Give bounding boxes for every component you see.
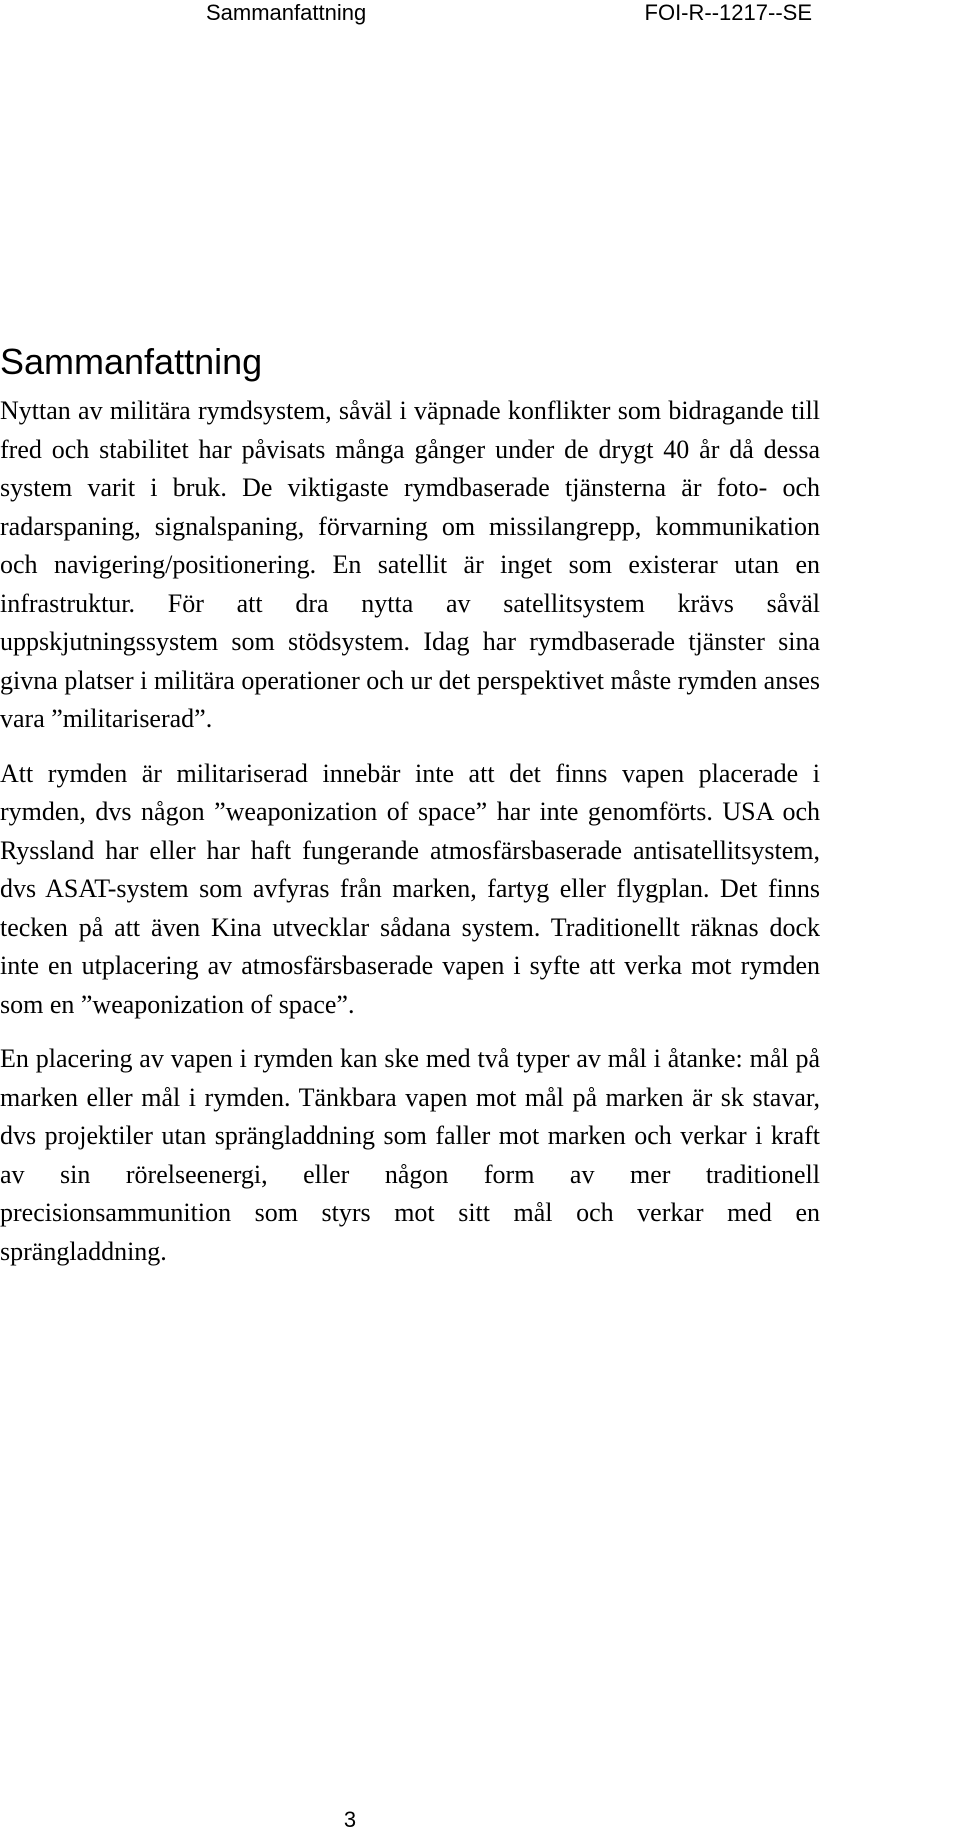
header-report-number: FOI-R--1217--SE <box>644 0 812 25</box>
section-heading: Sammanfattning <box>0 341 263 382</box>
paragraph-3: En placering av vapen i rymden kan ske med två typer av mål i åtanke: mål på marken eller mål i rymden. Tänkbara vapen mot mål på marken är sk stavar, dvs projektiler utan sprängladdning som faller mot marken och verkar i kraft av sin rörelseenergi, eller någon form av mer traditionell precisionsammunition som styrs mot sitt mål och verkar med en sprängladdning. <box>0 1044 820 1266</box>
running-header <box>0 0 960 30</box>
header-section-title: Sammanfattning <box>206 0 367 25</box>
page-number: 3 <box>343 1807 357 1832</box>
paragraph-1: Nyttan av militära rymdsystem, såväl i väpnade konflikter som bidragande till fred och stabilitet har påvisats många gånger under de drygt 40 år då dessa system varit i bruk. De viktigaste rymdbaserade tjänsterna är foto- och radarspaning, signalspaning, förvarning om missilangrepp, kommunikation och navigering/positionering. En satellit är inget som existerar utan en infrastruktur. För att dra nytta av satellitsystem krävs såväl uppskjutningssystem som stödsystem. Idag har rymdbaserade tjänster sina givna platser i militära operationer och ur det perspektivet måste rymden anses vara ”militariserad”. <box>0 396 820 733</box>
summary-section <box>0 338 820 1287</box>
paragraph-2: Att rymden är militariserad innebär inte att det finns vapen placerade i rymden, dvs någon ”weaponization of space” har inte genomförts. USA och Ryssland har eller har haft fungerande atmosfärsbaserade antisatellitsystem, dvs ASAT-system som avfyras från marken, fartyg eller flygplan. Det finns tecken på att även Kina utvecklar sådana system. Traditionellt räknas dock inte en utplacering av atmosfärsbaserade vapen i syfte att verka mot rymden som en ”weaponization of space”. <box>0 758 820 1019</box>
